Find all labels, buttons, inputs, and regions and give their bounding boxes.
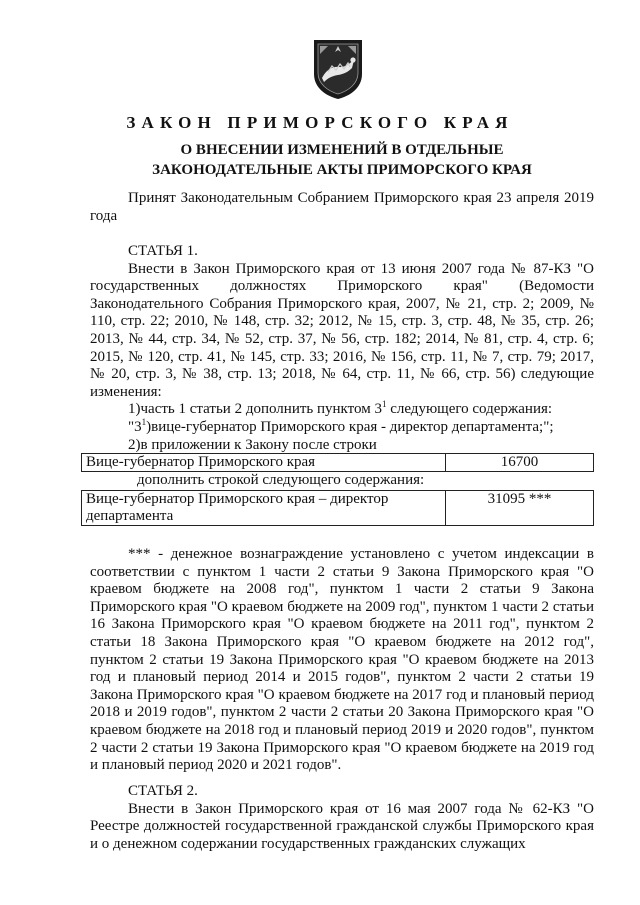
law-subtitle — [90, 140, 594, 180]
table-row — [82, 454, 594, 472]
article-1-item-2: 2)в приложении к Закону после строки — [128, 436, 377, 453]
adopted-block — [90, 190, 594, 225]
footnote-text: *** - денежное вознаграждение установлено с учетом индексации в соответствии с пунктом 1 части 2 статьи 9 Закона Приморского края "О краевом бюджете на 2008 год", пунктом 1 части 2 статьи 9 Закона Приморского края "О краевом бюджете на 2009 год", пунктом 1 части 2 статьи 16 Закона Приморского края "О краевом бюджете на 2011 год", пунктом 2 статьи 18 Закона Приморского края "О краевом бюджете на 2012 год", пунктом 2 статьи 19 Закона Приморского края "О краевом бюджете на 2013 год и плановый период 2014 и 2015 годов", пунктом 2 части 2 статьи 19 Закона Приморского края "О краевом бюджете на 2017 год и плановый период 2018 и 2019 годов", пунктом 2 части 2 статьи 20 Закона Приморского края "О краевом бюджете на 2018 год и плановый период 2019 и 2020 годов", пунктом 2 части 2 статьи 19 Закона Приморского края "О краевом бюджете на 2019 год и плановый период 2020 и 2021 годов". — [90, 546, 594, 774]
article-2-text: Внести в Закон Приморского края от 16 мая 2007 года № 62-КЗ "О Реестре должностей государственной гражданской службы Приморского края и о денежном содержании государственных гражданских служащих — [90, 800, 594, 852]
new-row-table — [81, 490, 594, 526]
table-row — [82, 490, 594, 525]
footnote-block — [90, 546, 594, 775]
article-1-quote: "$3^1)вице$-губернатор Приморского края - директор департамента;"; — [128, 416, 554, 435]
existing-row-table — [81, 453, 594, 472]
coat-of-arms-icon — [308, 36, 368, 100]
amount-cell: 16700 — [446, 454, 594, 472]
subtitle-line-2: ЗАКОНОДАТЕЛЬНЫЕ АКТЫ ПРИМОРСКОГО КРАЯ — [152, 162, 532, 178]
article-1-intro: Внести в Закон Приморского края от 13 июня 2007 года № 87-КЗ "О государственных должностях Приморского края" (Ведомости Законодательного Собрания Приморского края, 2007, № 21, стр. 2; 2009, № 110, стр. 22; 2010, № 148, стр. 32; 2012, № 15, стр. 3, стр. 48, № 35, стр. 26; 2013, № 44, стр. 34, № 52, стр. 37, № 56, стр. 182; 2014, № 81, стр. 4, стр. 6; 2015, № 120, стр. 41, № 145, стр. 33; 2016, № 156, стр. 11, № 7, стр. 79; 2017, № 20, стр. 3, № 38, стр. 13; 2018, № 64, стр. 11, № 66, стр. 56) следующие изменения: — [90, 260, 594, 400]
article-2-heading: СТАТЬЯ 2. — [128, 783, 198, 799]
amount-cell: 31095 *** — [446, 490, 594, 525]
salary-table-block — [86, 453, 594, 526]
adopted-text: Принят Законодательным Собранием Приморского края 23 апреля 2019 года — [90, 190, 594, 224]
add-row-text: дополнить строкой следующего содержания: — [137, 472, 425, 488]
article-2 — [90, 783, 594, 853]
position-cell: Вице-губернатор Приморского края — [82, 454, 446, 472]
article-1 — [90, 243, 594, 454]
position-cell: Вице-губернатор Приморского края – директор департамента — [82, 490, 446, 525]
article-1-item-1: 1)часть 1 статьи 2 дополнить пунктом $3^1$ следующего содержания: — [128, 399, 553, 418]
law-title: ЗАКОН ПРИМОРСКОГО КРАЯ — [126, 113, 514, 132]
subtitle-line-1: О ВНЕСЕНИИ ИЗМЕНЕНИЙ В ОТДЕЛЬНЫЕ — [180, 142, 504, 158]
article-1-heading: СТАТЬЯ 1. — [128, 243, 198, 259]
